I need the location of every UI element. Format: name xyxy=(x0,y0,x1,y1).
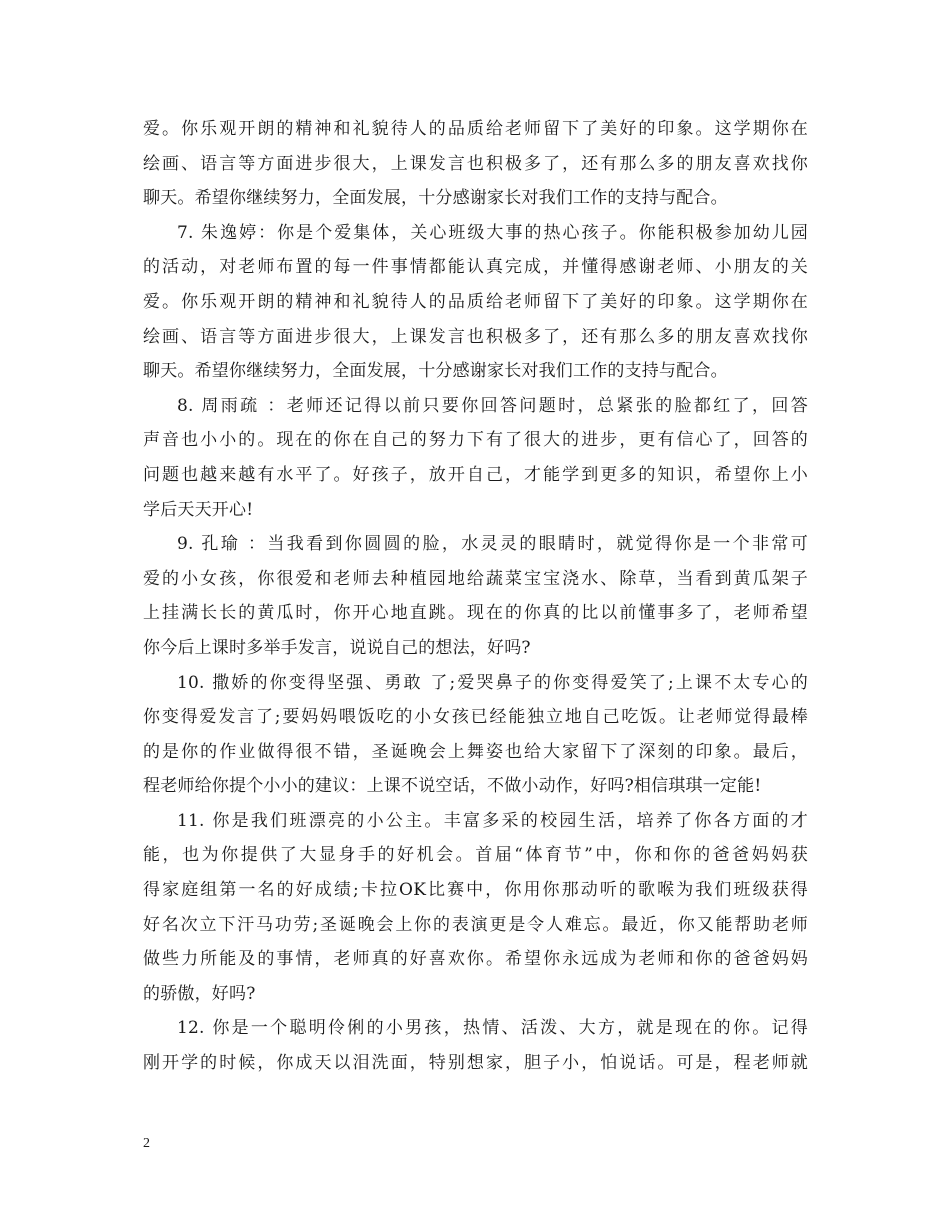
text-line: 11. 你是我们班漂亮的小公主。丰富多采的校园生活，培养了你各方面的才 xyxy=(177,810,808,831)
text-line: 问题也越来越有水平了。好孩子，放开自己，才能学到更多的知识，希望你上小 xyxy=(143,464,808,485)
text-line: 绘画、语言等方面进步很大，上课发言也积极多了，还有那么多的朋友喜欢找你 xyxy=(143,326,808,347)
document-body xyxy=(143,112,808,1081)
text-line: 做些力所能及的事情，老师真的好喜欢你。希望你永远成为老师和你的爸爸妈妈 xyxy=(143,949,808,970)
text-line: 声音也小小的。现在的你在自己的努力下有了很大的进步，更有信心了，回答的 xyxy=(143,430,808,451)
text-line: 得家庭组第一名的好成绩;卡拉OK比赛中，你用你那动听的歌喉为我们班级获得 xyxy=(143,880,808,901)
text-line: 你今后上课时多举手发言，说说自己的想法，好吗? xyxy=(143,637,531,658)
text-line: 你变得爱发言了;要妈妈喂饭吃的小女孩已经能独立地自己吃饭。让老师觉得最棒 xyxy=(143,707,808,728)
text-line: 8. 周雨疏 ：老师还记得以前只要你回答问题时，总紧张的脸都红了，回答 xyxy=(177,395,808,416)
text-line: 刚开学的时候，你成天以泪洗面，特别想家，胆子小，怕说话。可是，程老师就 xyxy=(143,1053,808,1074)
text-line: 9. 孔瑜 ：当我看到你圆圆的脸，水灵灵的眼睛时，就觉得你是一个非常可 xyxy=(177,534,808,555)
text-line: 的是你的作业做得很不错，圣诞晚会上舞姿也给大家留下了深刻的印象。最后， xyxy=(143,741,808,762)
text-line: 爱。你乐观开朗的精神和礼貌待人的品质给老师留下了美好的印象。这学期你在 xyxy=(143,119,808,139)
text-line: 绘画、语言等方面进步很大，上课发言也积极多了，还有那么多的朋友喜欢找你 xyxy=(143,153,808,174)
text-line: 的活动，对老师布置的每一件事情都能认真完成，并懂得感谢老师、小朋友的关 xyxy=(143,257,808,278)
text-line: 能，也为你提供了大显身手的好机会。首届“体育节”中，你和你的爸爸妈妈获 xyxy=(143,845,808,866)
text-line: 12. 你是一个聪明伶俐的小男孩，热情、活泼、大方，就是现在的你。记得 xyxy=(177,1018,808,1039)
text-line: 程老师给你提个小小的建议：上课不说空话，不做小动作，好吗?相信琪琪一定能! xyxy=(143,776,762,797)
text-line: 学后天天开心! xyxy=(143,499,254,520)
text-line: 聊天。希望你继续努力，全面发展，十分感谢家长对我们工作的支持与配合。 xyxy=(143,361,728,382)
text-line: 10. 撒娇的你变得坚强、勇敢 了;爱哭鼻子的你变得爱笑了;上课不太专心的 xyxy=(177,672,808,693)
text-line: 爱。你乐观开朗的精神和礼貌待人的品质给老师留下了美好的印象。这学期你在 xyxy=(143,291,808,312)
text-line: 7. 朱逸婷：你是个爱集体，关心班级大事的热心孩子。你能积极参加幼儿园 xyxy=(177,222,808,243)
page-number: 2 xyxy=(143,1136,150,1151)
text-line: 的骄傲，好吗? xyxy=(143,983,256,1004)
text-line: 好名次立下汗马功劳;圣诞晚会上你的表演更是令人难忘。最近，你又能帮助老师 xyxy=(143,914,808,935)
text-line: 爱的小女孩，你很爱和老师去种植园地给蔬菜宝宝浇水、除草，当看到黄瓜架子 xyxy=(143,568,808,589)
text-line: 聊天。希望你继续努力，全面发展，十分感谢家长对我们工作的支持与配合。 xyxy=(143,188,728,209)
text-line: 上挂满长长的黄瓜时，你开心地直跳。现在的你真的比以前懂事多了，老师希望 xyxy=(143,603,808,624)
